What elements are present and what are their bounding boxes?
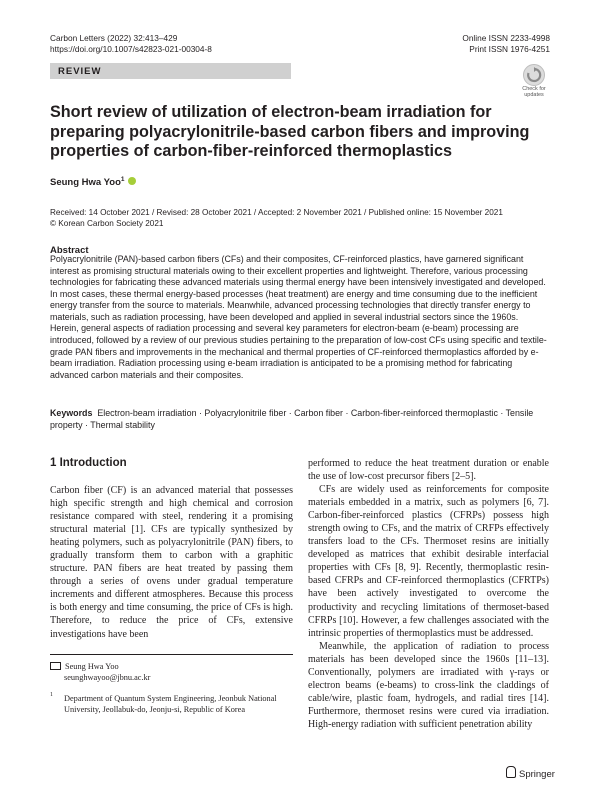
journal-citation: Carbon Letters (2022) 32:413–429 [50,33,178,43]
author-line [50,176,136,188]
intro-left-column [50,484,293,641]
intro-right-column [308,457,549,731]
doi-link[interactable]: https://doi.org/10.1007/s42823-021-00304-8 [50,44,212,54]
orcid-icon[interactable] [128,177,136,185]
article-title: Short review of utilization of electron-beam irradiation for preparing polyacrylonitrile-based carbon fibers and improving properties of carbon-fiber-reinforced thermoplastics [50,103,530,160]
footnote-divider [50,654,293,655]
intro-paragraph-1: Carbon fiber (CF) is an advanced material that possesses high specific strength and high chemical and corrosion resistance compared with steel, rendering it a promising structural material [1]. CFs are typically synthesized by heating polymers, such as polyacrylonitrile (PAN) fibers, to gradually transform them to carbon with a graphitic structure. PAN fibers are heat treated by passing them through a series of ovens under gradual temperature increments and different atmospheres. Because this process is both energy and time consuming, the price of CFs is high. Therefore, to reduce the price of CFs, extensive investigations have been [50,485,293,640]
check-updates-line1: Check for [522,86,546,92]
author-affil-sup: 1 [120,176,125,183]
affiliation-text: Department of Quantum System Engineering, Jeonbuk National University, Jeollabuk-do, Jeonju-si, Republic of Korea [64,694,277,714]
corr-author-email[interactable]: seunghwayoo@jbnu.ac.kr [64,672,151,682]
affiliation-number: 1 [50,692,53,698]
abstract-heading: Abstract [50,245,89,256]
intro-paragraph-3: Meanwhile, the application of radiation to process materials has been developed since the 1960s [11–13]. Conventionally, polymers are irradiated with γ-rays or electron beams (e-beams) to cross-link the claddings of cable/wire, plastic foam, hydrogels, and radial tires [14]. Furthermore, thermoset resins were cured via irradiation. High-energy radiation with sufficient penetration ability [308,640,549,730]
keywords-label: Keywords [50,408,93,418]
keywords-list: Electron-beam irradiation · Polyacrylonitrile fiber · Carbon fiber · Carbon-fiber-reinforced thermoplastic · Tensile property · Thermal stability [50,408,534,430]
envelope-icon [50,662,61,670]
intro-paragraph-1-cont: performed to reduce the heat treatment duration or enable the use of low-cost precursor fibers [2–5]. [308,458,549,483]
publication-history [50,207,503,229]
publisher-name: Springer [519,769,555,780]
publisher-logo [506,766,555,780]
keywords [50,408,549,431]
corresponding-author [50,662,293,683]
springer-horse-icon [506,766,516,778]
corr-author-name: Seung Hwa Yoo [65,662,119,671]
section-heading-introduction: 1 Introduction [50,457,127,469]
article-type-label: REVIEW [58,66,102,77]
intro-paragraph-2: CFs are widely used as reinforcements for composite materials embedded in a matrix, such as polymers [6, 7]. Carbon-fiber-reinforced plastics (CFRPs) possess high strength owing to CFs, and the matrix of CRFPs effectively transfers load to the CFs. Thermoset resins are initially developed as matrices that exhibit desirable interfacial properties with CFs [8, 9]. Recently, thermoplastic resin-based CFRPs and CF-reinforced thermoplastics (CFRTPs) have been actively investigated to overcome the productivity and recycling limitations of thermoset-based CFRPs [10]. However, a few challenges associated with the intrinsic properties of thermoplastics must be addressed. [308,484,549,639]
issn-print: Print ISSN 1976-4251 [469,44,550,54]
history-dates: Received: 14 October 2021 / Revised: 28 October 2021 / Accepted: 2 November 2021 / Published online: 15 November 2021 [50,208,503,217]
issn-online: Online ISSN 2233-4998 [462,33,550,43]
copyright-line: © Korean Carbon Society 2021 [50,219,164,228]
check-for-updates-button[interactable] [516,64,552,98]
abstract-text: Polyacrylonitrile (PAN)-based carbon fibers (CFs) and their composites, CF-reinforced plastics, have garnered significant interest as promising structural materials owing to their excellent properties and lightweight. Therefore, various processing technologies for fabricating these advanced materials using thermal energy have been intensively investigated and developed. In most cases, these thermal energy-based processes (heat treatment) are energy and time consuming due to the inefficient energy transfer from the source to materials. Meanwhile, advanced processing technologies that directly transfer energy to materials, such as radiation processing, have been developed and applied in several industrial sectors since the 1960s. Herein, general aspects of radiation processing and several key parameters for electron-beam (e-beam) processing are introduced, followed by a review of our previous studies pertaining to the preparation of low-cost CFs using specific and textile-grade PAN fibers and improvements in the mechanical and thermal properties of CF-reinforced thermoplastics afforded by e-beam irradiation. Radiation processing using e-beam irradiation is anticipated to be a promising method for fabricating advanced carbon materials and their composites. [50,254,547,380]
author-name[interactable]: Seung Hwa Yoo [50,177,121,189]
check-updates-icon [523,64,545,86]
check-updates-line2: updates [524,92,544,98]
